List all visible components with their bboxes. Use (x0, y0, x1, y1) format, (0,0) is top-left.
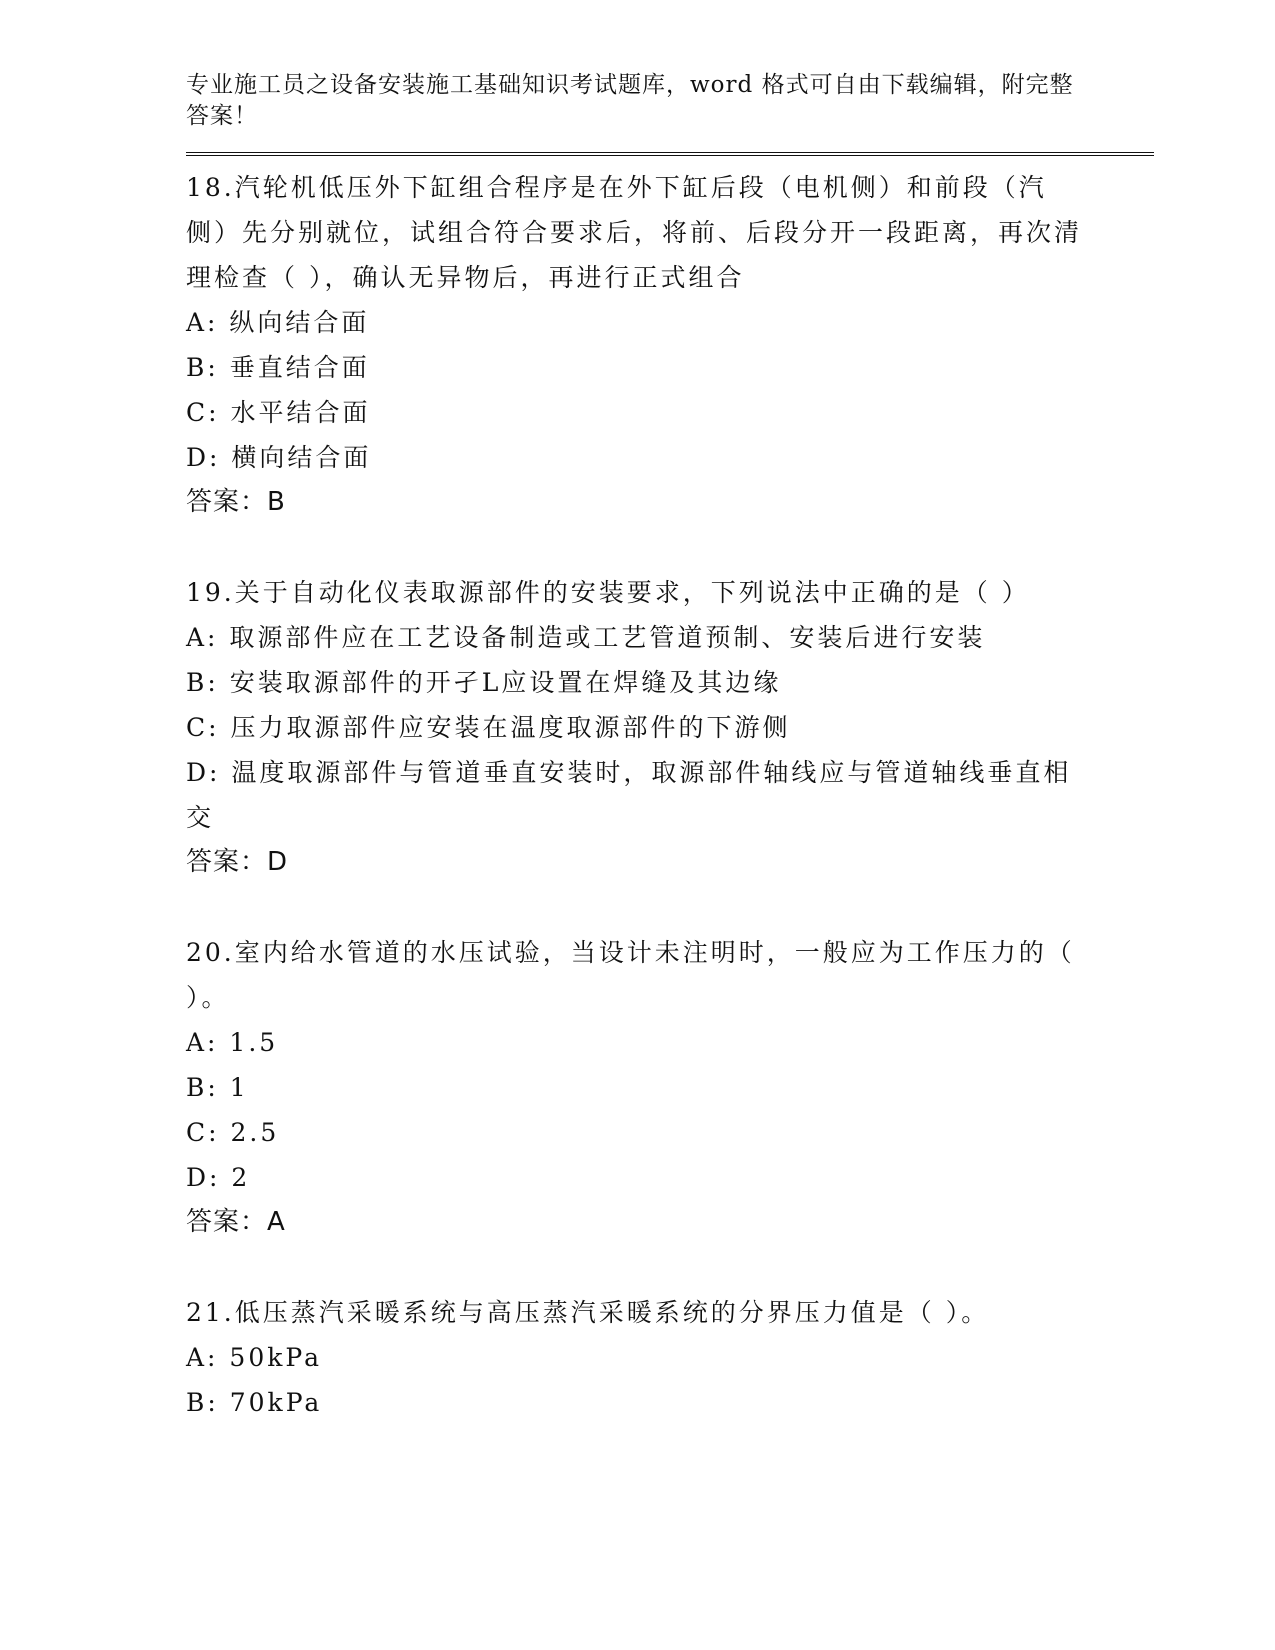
answer: 答案：D (186, 847, 289, 877)
option-a: A: 50kPa (186, 1343, 322, 1372)
option-d: D: 温度取源部件与管道垂直安装时，取源部件轴线应与管道轴线垂直相交 (186, 758, 1072, 832)
question-21 (186, 1290, 1156, 1425)
question-stem: 20.室内给水管道的水压试验，当设计未注明时，一般应为工作压力的（ ）。 (186, 938, 1075, 1012)
option-b: B: 1 (186, 1073, 249, 1102)
answer: 答案：A (186, 1207, 286, 1237)
question-stem: 18.汽轮机低压外下缸组合程序是在外下缸后段（电机侧）和前段（汽侧）先分别就位，试组合符合要求后，将前、后段分开一段距离，再次清理检查（ ），确认无异物后，再进行正式组合 (186, 173, 1083, 292)
option-a: A: 纵向结合面 (186, 308, 370, 337)
question-19 (186, 570, 1156, 885)
question-20 (186, 930, 1156, 1245)
option-a: A: 取源部件应在工艺设备制造或工艺管道预制、安装后进行安装 (186, 623, 986, 652)
question-stem: 19.关于自动化仪表取源部件的安装要求，下列说法中正确的是（ ） (186, 578, 1030, 607)
option-a: A: 1.5 (186, 1028, 279, 1057)
answer: 答案：B (186, 487, 286, 517)
header-divider (186, 152, 1154, 156)
option-d: D: 2 (186, 1163, 251, 1192)
option-c: C: 2.5 (186, 1118, 280, 1147)
document-page (186, 70, 1156, 1425)
option-d: D: 横向结合面 (186, 443, 372, 472)
option-b: B: 70kPa (186, 1388, 323, 1417)
question-stem: 21.低压蒸汽采暖系统与高压蒸汽采暖系统的分界压力值是（ ）。 (186, 1298, 990, 1327)
option-b: B: 垂直结合面 (186, 353, 370, 382)
option-b: B: 安装取源部件的开孑L应设置在焊缝及其边缘 (186, 668, 782, 697)
question-spacer (186, 525, 1156, 570)
question-spacer (186, 1245, 1156, 1290)
question-18 (186, 165, 1156, 525)
page-header: 专业施工员之设备安装施工基础知识考试题库，word 格式可自由下载编辑，附完整答案！ (186, 72, 1074, 129)
question-spacer (186, 885, 1156, 930)
option-c: C: 压力取源部件应安装在温度取源部件的下游侧 (186, 713, 791, 742)
option-c: C: 水平结合面 (186, 398, 371, 427)
